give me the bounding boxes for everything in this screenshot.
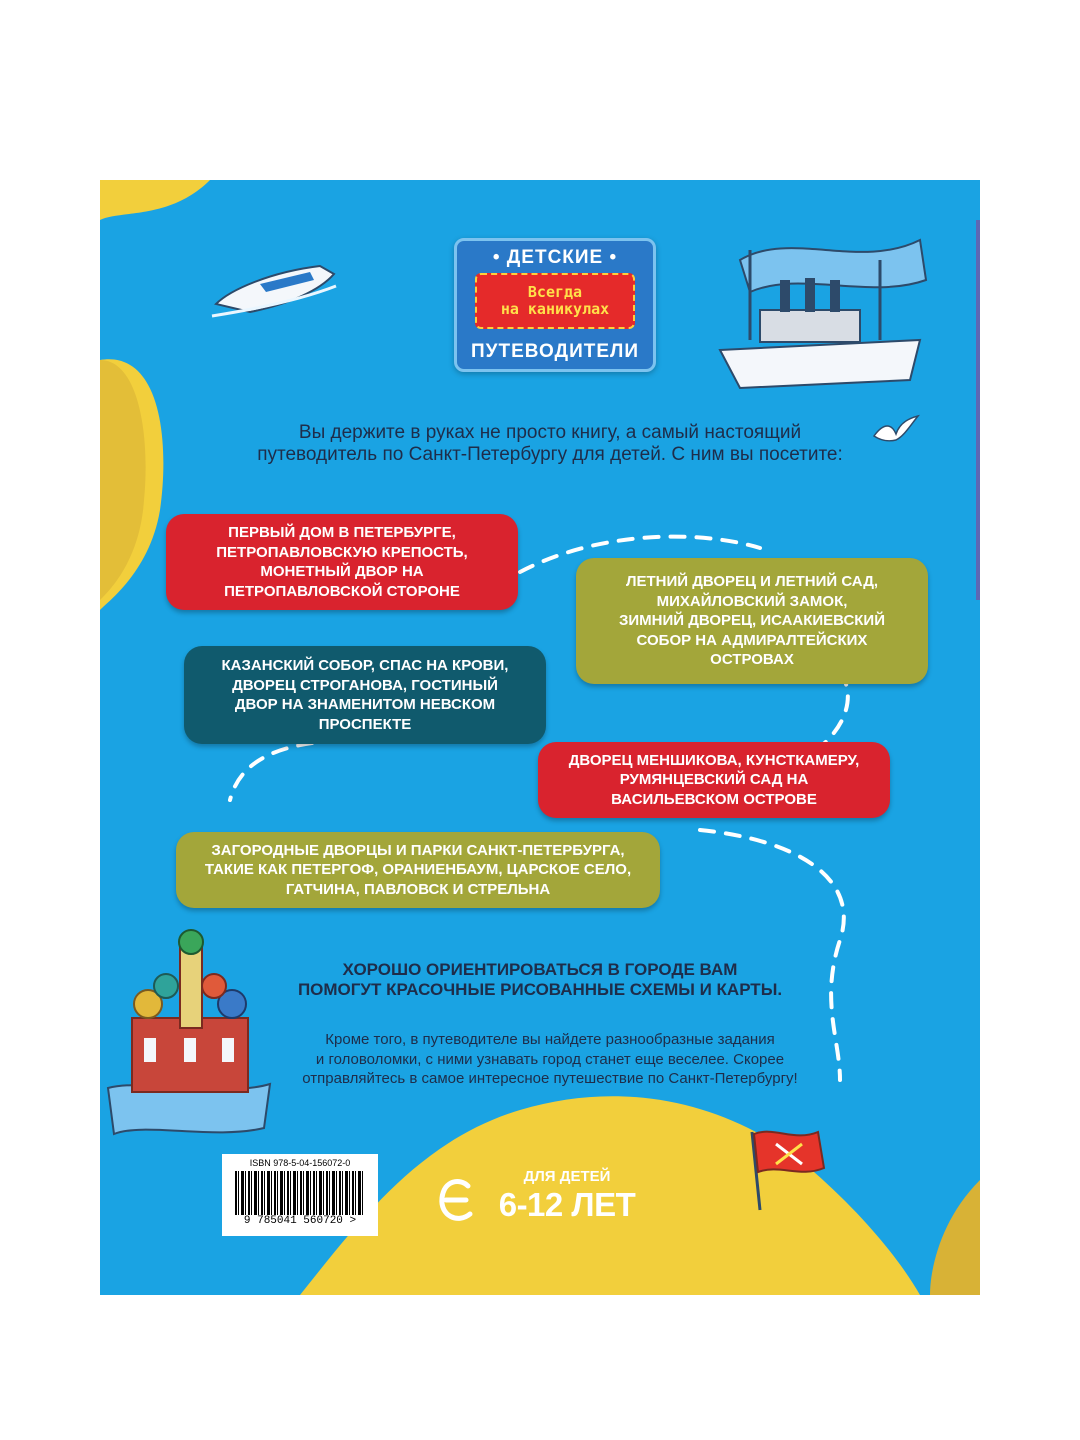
destination-line: ВАСИЛЬЕВСКОМ ОСТРОВЕ bbox=[611, 790, 817, 808]
book-back-cover bbox=[100, 180, 980, 1295]
destination-line: ПЕТРОПАВЛОВСКОЙ СТОРОНЕ bbox=[224, 582, 460, 600]
description-line: и головоломки, с ними узнавать город станет еще веселее. Скорее bbox=[315, 1050, 785, 1068]
destination-admiralteysky bbox=[576, 558, 928, 684]
destination-petrogradskaya bbox=[166, 514, 518, 610]
destination-line: ТАКИЕ КАК ПЕТЕРГОФ, ОРАНИЕНБАУМ, ЦАРСКОЕ СЕЛО, bbox=[204, 861, 632, 879]
barcode-icon bbox=[235, 1171, 365, 1215]
isbn-barcode-block bbox=[222, 1154, 378, 1236]
intro-text bbox=[160, 422, 940, 466]
destination-line: МОНЕТНЫЙ ДВОР НА bbox=[260, 563, 424, 580]
church-savior-on-blood-illustration bbox=[104, 908, 274, 1138]
series-logo bbox=[454, 238, 656, 372]
destination-vasilievsky bbox=[538, 742, 890, 818]
publisher-logo-icon bbox=[438, 1176, 474, 1224]
isbn-number: ISBN 978-5-04-156072-0 bbox=[249, 1158, 351, 1168]
destination-line: ЗИМНИЙ ДВОРЕЦ, ИСААКИЕВСКИЙ bbox=[618, 612, 885, 630]
age-value: 6-12 ЛЕТ bbox=[498, 1186, 636, 1223]
destination-line: ПЕРВЫЙ ДОМ В ПЕТЕРБУРГЕ, bbox=[228, 524, 456, 541]
destination-line: ГАТЧИНА, ПАВЛОВСК И СТРЕЛЬНА bbox=[285, 880, 551, 898]
destination-line: ДВОРЕЦ СТРОГАНОВА, ГОСТИНЫЙ bbox=[232, 676, 498, 694]
destination-suburbs bbox=[176, 832, 660, 908]
sand-shape-top-left bbox=[100, 180, 210, 220]
destination-line: ДВОРЕЦ МЕНШИКОВА, КУНСТКАМЕРУ, bbox=[568, 751, 860, 769]
cruiser-aurora-illustration bbox=[710, 220, 940, 390]
series-logo-bottom: ПУТЕВОДИТЕЛИ bbox=[471, 341, 639, 362]
series-logo-badge bbox=[475, 273, 635, 329]
series-logo-badge-line1: Всегда bbox=[527, 283, 583, 301]
intro-line: Вы держите в руках не просто книгу, а самый настоящий bbox=[298, 422, 802, 443]
destination-line: МИХАЙЛОВСКИЙ ЗАМОК, bbox=[656, 592, 848, 610]
destination-line: ЗАГОРОДНЫЕ ДВОРЦЫ И ПАРКИ САНКТ-ПЕТЕРБУРГА, bbox=[211, 841, 625, 859]
series-logo-top: • ДЕТСКИЕ • bbox=[492, 247, 618, 268]
destination-line: РУМЯНЦЕВСКИЙ САД НА bbox=[619, 771, 809, 789]
destination-nevsky bbox=[184, 646, 546, 744]
maps-tagline bbox=[250, 960, 830, 1000]
intro-line: путеводитель по Санкт-Петербургу для детей. С ним вы посетите: bbox=[257, 444, 843, 465]
destination-line: ПРОСПЕКТЕ bbox=[318, 715, 412, 733]
description-text bbox=[250, 1030, 850, 1089]
destination-line: КАЗАНСКИЙ СОБОР, СПАС НА КРОВИ, bbox=[221, 657, 509, 674]
age-label: ДЛЯ ДЕТЕЙ bbox=[523, 1168, 611, 1185]
destination-line: СОБОР НА АДМИРАЛТЕЙСКИХ bbox=[636, 631, 868, 649]
hydrofoil-boat-illustration bbox=[210, 260, 340, 330]
destination-line: ЛЕТНИЙ ДВОРЕЦ И ЛЕТНИЙ САД, bbox=[625, 573, 879, 591]
destination-line: ПЕТРОПАВЛОВСКУЮ КРЕПОСТЬ, bbox=[216, 543, 468, 561]
sand-shape-bottom-right bbox=[930, 1180, 980, 1295]
destination-line: ДВОР НА ЗНАМЕНИТОМ НЕВСКОМ bbox=[234, 696, 496, 713]
destination-line: ОСТРОВАХ bbox=[710, 651, 794, 669]
series-logo-badge-line2: на каникулах bbox=[500, 300, 610, 318]
tagline-line: ХОРОШО ОРИЕНТИРОВАТЬСЯ В ГОРОДЕ ВАМ bbox=[342, 960, 738, 979]
description-line: отправляйтесь в самое интересное путешествие по Санкт-Петербургу! bbox=[302, 1070, 798, 1087]
tagline-line: ПОМОГУТ КРАСОЧНЫЕ РИСОВАННЫЕ СХЕМЫ И КАРТЫ. bbox=[297, 980, 783, 999]
st-petersburg-flag-illustration bbox=[744, 1122, 834, 1212]
barcode-digits: 9 785041 560720 > bbox=[243, 1215, 357, 1227]
description-line: Кроме того, в путеводителе вы найдете разнообразные задания bbox=[325, 1031, 775, 1048]
